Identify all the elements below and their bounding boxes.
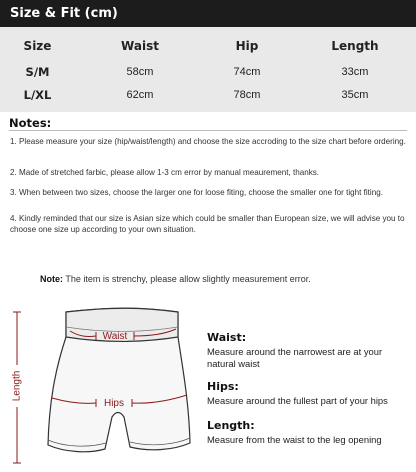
shorts-illustration [0, 295, 200, 472]
hips-spec [207, 380, 412, 407]
stretch-note-text: The item is strenchy, please allow slightly measurement error. [63, 274, 311, 284]
hip-cell: 78cm [233, 89, 261, 101]
notes-title: Notes: [9, 116, 52, 130]
waist-cell: 58cm [126, 66, 154, 78]
size-cell: L/XL [23, 88, 52, 102]
hips-spec-title: Hips: [207, 380, 239, 393]
note-item-1: 1. Please measure your size (hip/waist/length) and choose the size accroding to the size chart before ordering. [10, 137, 406, 146]
column-header-length: Length [331, 39, 379, 53]
hip-cell: 74cm [233, 66, 261, 78]
note-item-2: 2. Made of stretched farbic, please allow 1-3 cm error by manual meaurement, thanks. [10, 168, 320, 177]
size-chart-table [0, 27, 416, 112]
hips-label: Hips [103, 398, 125, 409]
size-chart-header-row [0, 35, 416, 57]
size-fit-header [0, 0, 416, 27]
length-spec [207, 419, 412, 446]
column-header-waist: Waist [121, 39, 159, 53]
waist-cell: 62cm [126, 89, 154, 101]
length-spec-title: Length: [207, 419, 255, 432]
length-spec-desc: Measure from the waist to the leg opening [207, 434, 382, 445]
shorts-measurement-diagram [0, 295, 200, 472]
size-fit-title: Size & Fit (cm) [10, 6, 118, 21]
length-label: Length [11, 370, 23, 402]
column-header-size: Size [23, 39, 52, 53]
hips-spec-desc: Measure around the fullest part of your hips [207, 395, 388, 406]
table-row [0, 61, 416, 83]
note-item-4: 4. Kindly reminded that our size is Asian size which could be smaller than European size, we will advise you to choose one size up according to your own situation. [10, 214, 405, 234]
column-header-hip: Hip [235, 39, 259, 53]
waist-spec-title: Waist: [207, 331, 247, 344]
stretch-note-label: Note: [40, 274, 63, 284]
size-cell: S/M [25, 65, 50, 79]
waist-label: Waist [102, 331, 128, 342]
waist-spec [207, 331, 412, 370]
waist-spec-desc: Measure around the narrowest are at your natural waist [207, 346, 383, 369]
notes-divider [9, 130, 407, 131]
length-cell: 33cm [341, 66, 369, 78]
length-cell: 35cm [341, 89, 369, 101]
stretch-note [40, 274, 410, 284]
note-item-3: 3. When between two sizes, choose the larger one for loose fiting, choose the smaller one for tight fiting. [10, 188, 383, 197]
table-row [0, 84, 416, 106]
